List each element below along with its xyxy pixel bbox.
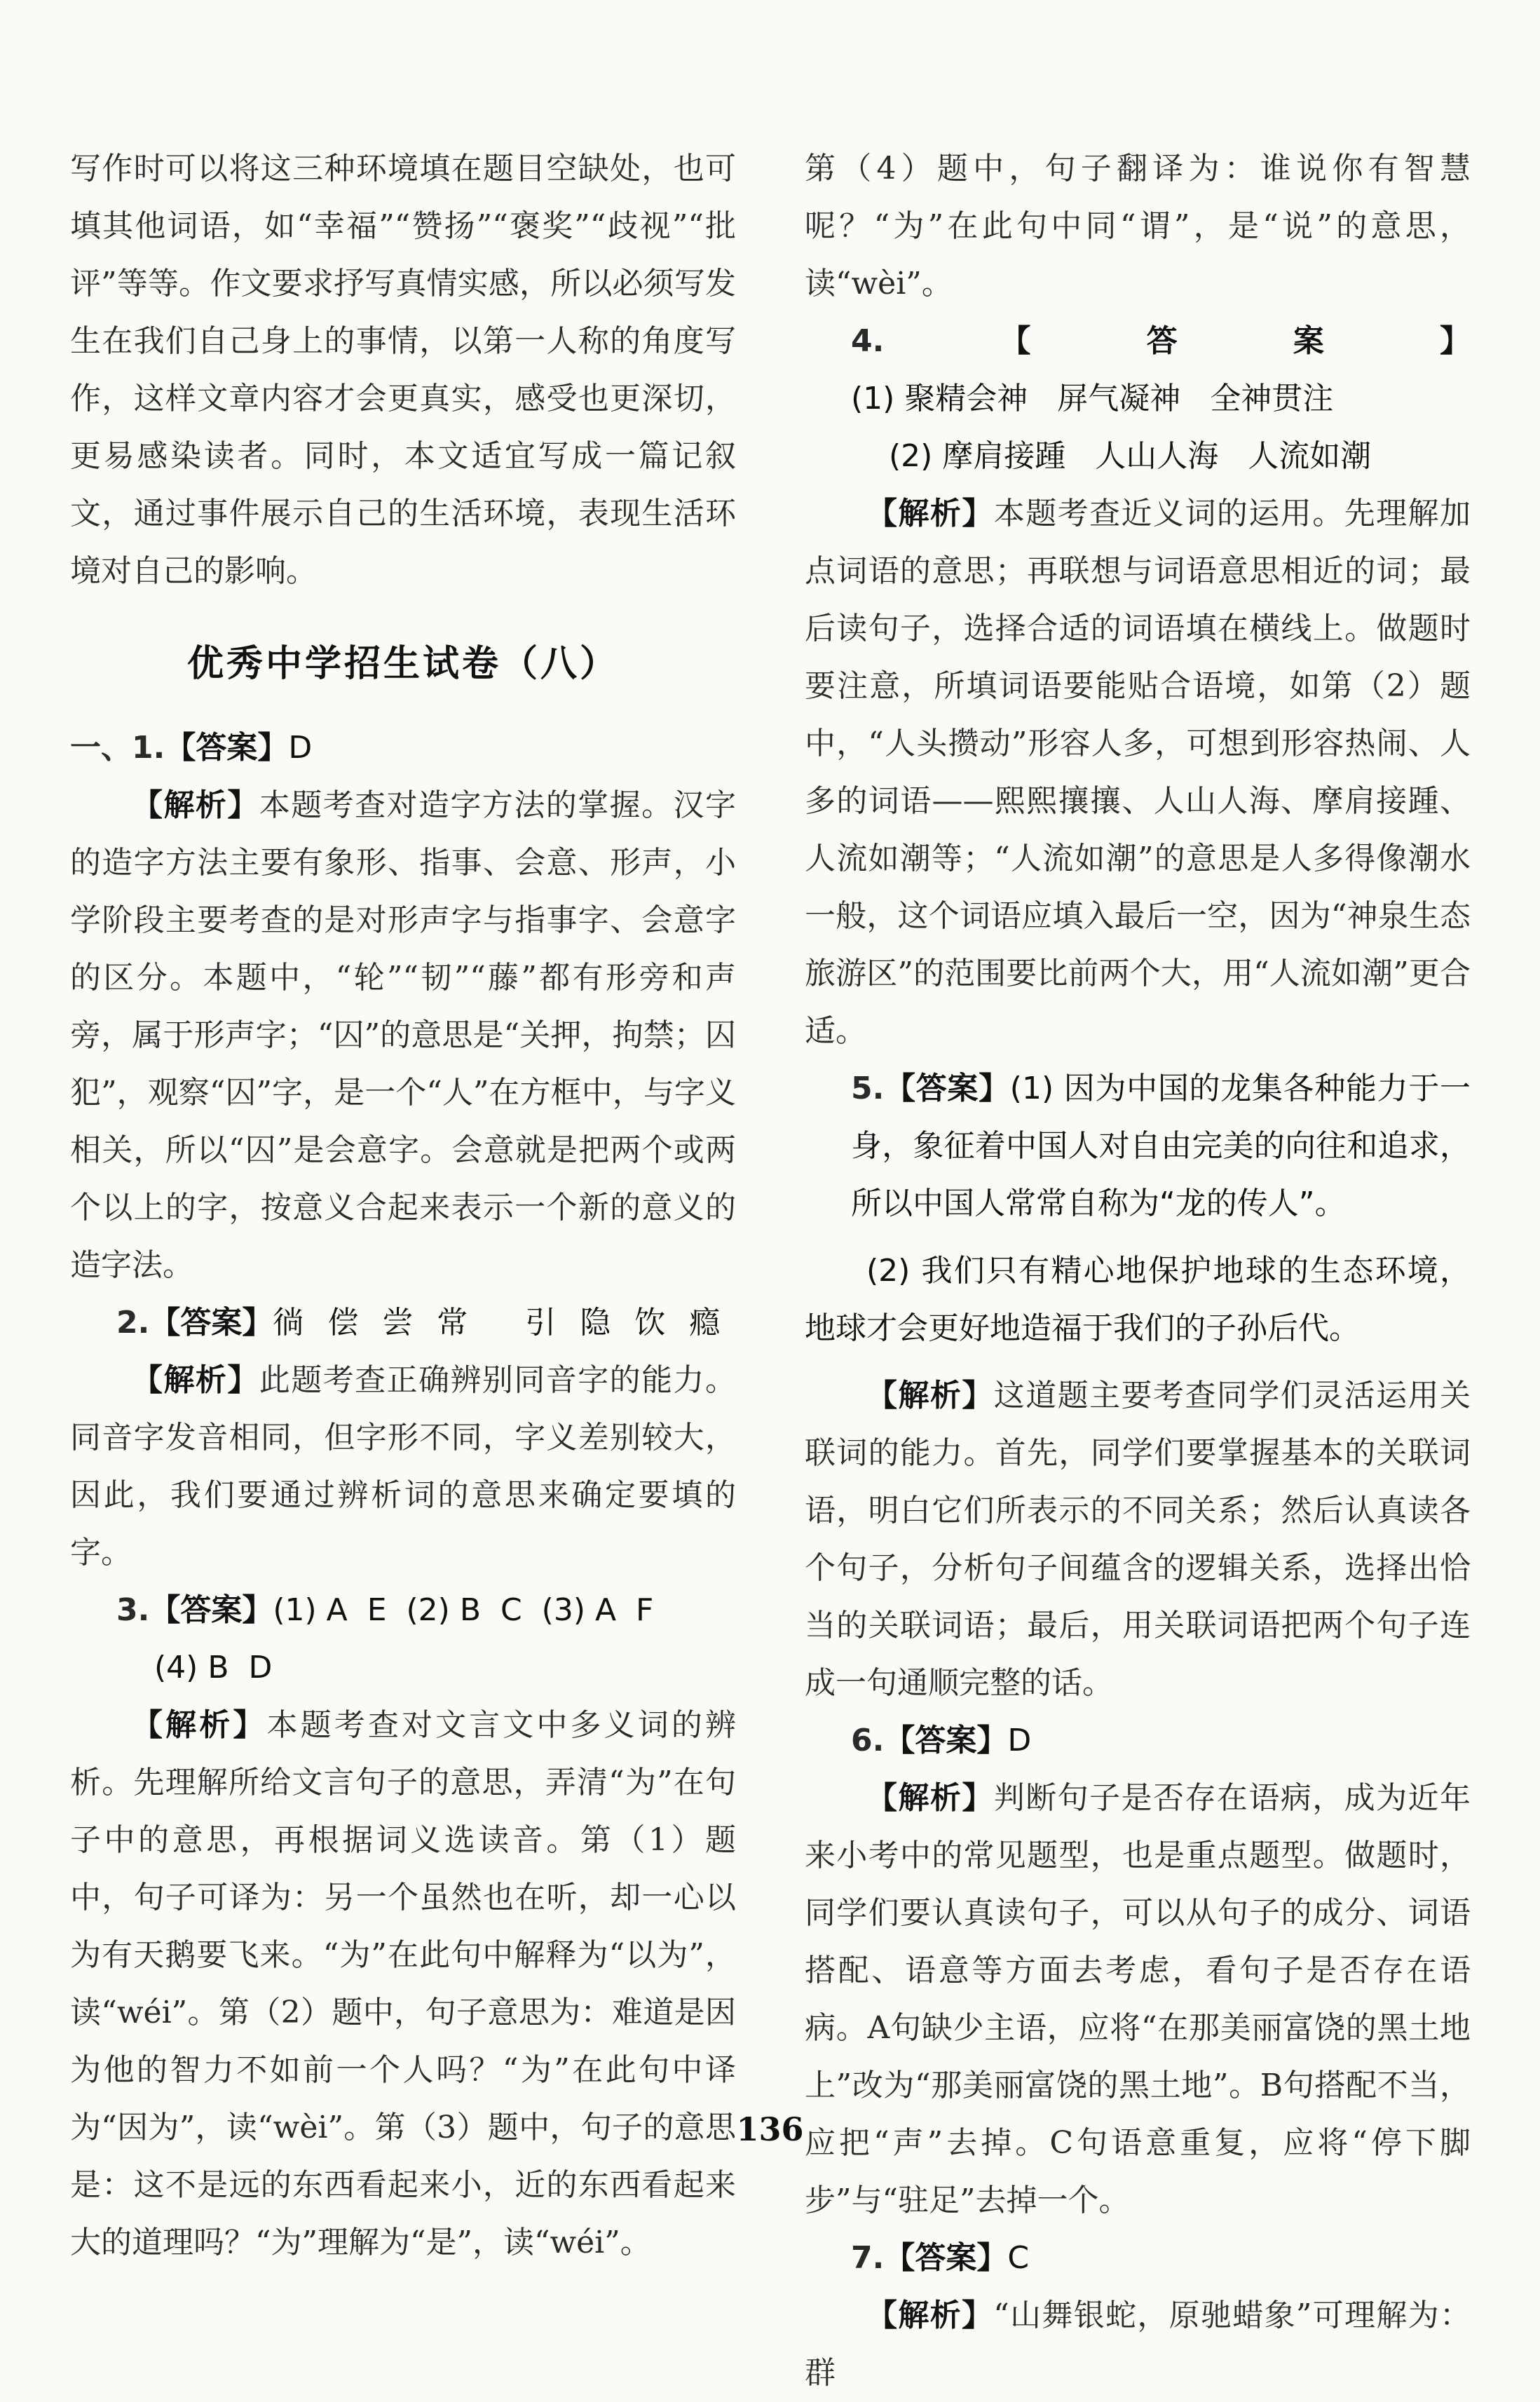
q3-answer-value-1: (1) A E (2) B C (3) A F	[273, 1592, 654, 1628]
analysis-tag: 【解析】	[132, 1362, 259, 1398]
q3-answer	[70, 1582, 736, 1639]
q5-answer	[805, 1060, 1471, 1233]
q7-analysis-text: “山舞银蛇，原驰蜡象”可理解为：群	[805, 2298, 1471, 2391]
q1-analysis	[70, 777, 736, 1294]
q3-analysis-text: 本题考查对文言文中多义词的辨析。先理解所给文言句子的意思，弄清“为”在句子中的意思，再根据词义选读音。第（1）题中，句子可译为：另一个虽然也在听，却一心以为有天鹅要飞来。“为”在此句中解释为“以为”，读“wéi”。第（2）题中，句子意思为：难道是因为他的智力不如前一个人吗？“为”在此句中译为“因为”，读“wèi”。第（3）题中，句子的意思是：这不是远的东西看起来小，近的东西看起来大的道理吗？“为”理解为“是”，读“wéi”。	[70, 1707, 737, 2260]
q2-analysis-text: 此题考查正确辨别同音字的能力。同音字发音相同，但字形不同，字义差别较大，因此，我们要通过辨析词的意思来确定要填的字。	[70, 1362, 737, 1570]
q6-analysis	[805, 1770, 1471, 2230]
q6-answer	[805, 1712, 1471, 1770]
analysis-tag: 【解析】	[866, 1378, 994, 1413]
q5-number: 5.	[851, 1071, 885, 1106]
analysis-tag: 【解析】	[866, 496, 994, 531]
q1-answer-value: D	[288, 730, 313, 766]
q6-analysis-text: 判断句子是否存在语病，成为近年来小考中的常见题型，也是重点题型。做题时，同学们要认真读句子，可以从句子的成分、词语搭配、语意等方面去考虑，看句子是否存在语病。A句缺少主语，应将“在那美丽富饶的黑土地上”改为“那美丽富饶的黑土地”。B句搭配不当，应把“声”去掉。C句语意重复，应将“停下脚步”与“驻足”去掉一个。	[805, 1780, 1471, 2218]
q6-answer-value: D	[1007, 1723, 1032, 1758]
q2-number: 2.	[116, 1305, 150, 1341]
answer-tag: 【答案】	[884, 1071, 1010, 1106]
answer-tag: 【答案】	[884, 1723, 1008, 1758]
left-column	[70, 140, 736, 2272]
q3-continued: 第（4）题中，句子翻译为：谁说你有智慧呢？“为”在此句中同“谓”，是“说”的意思，读“wèi”。	[805, 151, 1471, 301]
section-title: 优秀中学招生试卷（八）	[186, 643, 619, 685]
q4-analysis	[805, 485, 1471, 1060]
answer-tag: 【答案】	[165, 730, 289, 766]
q4-answer-value-2: (2) 摩肩接踵 人山人海 人流如潮	[889, 438, 1372, 474]
q5-analysis	[805, 1367, 1471, 1712]
q5-analysis-text: 这道题主要考查同学们灵活运用关联词的能力。首先，同学们要掌握基本的关联词语，明白它们所表示的不同关系；然后认真读各个句子，分析句子间蕴含的逻辑关系，选择出恰当的关联词语；最后，用关联词语把两个句子连成一句通顺完整的话。	[805, 1378, 1471, 1701]
q7-number: 7.	[851, 2240, 885, 2276]
q1-answer	[70, 719, 736, 777]
q7-answer	[805, 2230, 1471, 2287]
answer-tag: 【答案】	[884, 323, 1471, 359]
q7-answer-value: C	[1007, 2240, 1030, 2276]
q4-answer-line2	[805, 428, 1471, 485]
q4-number: 4.	[851, 323, 885, 359]
q3-number: 3.	[116, 1592, 150, 1628]
q4-analysis-text: 本题考查近义词的运用。先理解加点词语的意思；再联想与词语意思相近的词；最后读句子，选择合适的词语填在横线上。做题时要注意，所填词语要能贴合语境，如第（2）题中，“人头攒动”形容人多，可想到形容热闹、人多的词语——熙熙攘攘、人山人海、摩肩接踵、人流如潮等；“人流如潮”的意思是人多得像潮水一般，这个词语应填入最后一空，因为“神泉生态旅游区”的范围要比前两个大，用“人流如潮”更合适。	[805, 496, 1471, 1049]
q6-number: 6.	[851, 1723, 885, 1758]
analysis-tag: 【解析】	[132, 1707, 267, 1743]
q2-answer-value: 徜 偿 尝 常 引 隐 饮 瘾	[273, 1305, 728, 1341]
q5-answer-part1: (1) 因为中国的龙集各种能力于一身，象征着中国人对自由完美的向往和追求，所以中国人常常自称为“龙的传人”。	[851, 1071, 1471, 1221]
intro-paragraph: 写作时可以将这三种环境填在题目空缺处，也可填其他词语，如“幸福”“赞扬”“褒奖”“歧视”“批评”等等。作文要求抒写真情实感，所以必须写发生在我们自己身上的事情，以第一人称的角度写作，这样文章内容才会更真实，感受也更深切，更易感染读者。同时，本文适宜写成一篇记叙文，通过事件展示自己的生活环境，表现生活环境对自己的影响。	[70, 151, 736, 589]
answer-tag: 【答案】	[149, 1592, 273, 1628]
analysis-tag: 【解析】	[866, 2298, 994, 2333]
q1-number: 一、1.	[70, 730, 165, 766]
q3-analysis	[70, 1697, 736, 2272]
q3-answer-line2	[70, 1639, 736, 1697]
analysis-tag: 【解析】	[132, 787, 259, 823]
answer-tag: 【答案】	[149, 1305, 273, 1341]
q3-answer-value-2: (4) B D	[154, 1650, 273, 1685]
q2-answer	[70, 1294, 736, 1352]
q7-analysis	[805, 2287, 1471, 2402]
analysis-tag: 【解析】	[866, 1780, 994, 1816]
q4-answer	[805, 313, 1471, 428]
q5-answer-part2: (2) 我们只有精心地保护地球的生态环境，地球才会更好地造福于我们的子孙后代。	[805, 1253, 1471, 1346]
q4-answer-value-1: (1) 聚精会神 屏气凝神 全神贯注	[851, 381, 1334, 416]
q2-analysis	[70, 1352, 736, 1582]
q1-analysis-text: 本题考查对造字方法的掌握。汉字的造字方法主要有象形、指事、会意、形声，小学阶段主要考查的是对形声字与指事字、会意字的区分。本题中，“轮”“韧”“藤”都有形旁和声旁，属于形声字；“囚”的意思是“关押，拘禁；囚犯”，观察“囚”字，是一个“人”在方框中，与字义相关，所以“囚”是会意字。会意就是把两个或两个以上的字，按意义合起来表示一个新的意义的造字法。	[70, 787, 737, 1283]
right-column	[805, 140, 1471, 2402]
answer-tag: 【答案】	[884, 2240, 1008, 2276]
q5-answer-2	[805, 1242, 1471, 1357]
page-number: 136	[736, 2110, 804, 2148]
